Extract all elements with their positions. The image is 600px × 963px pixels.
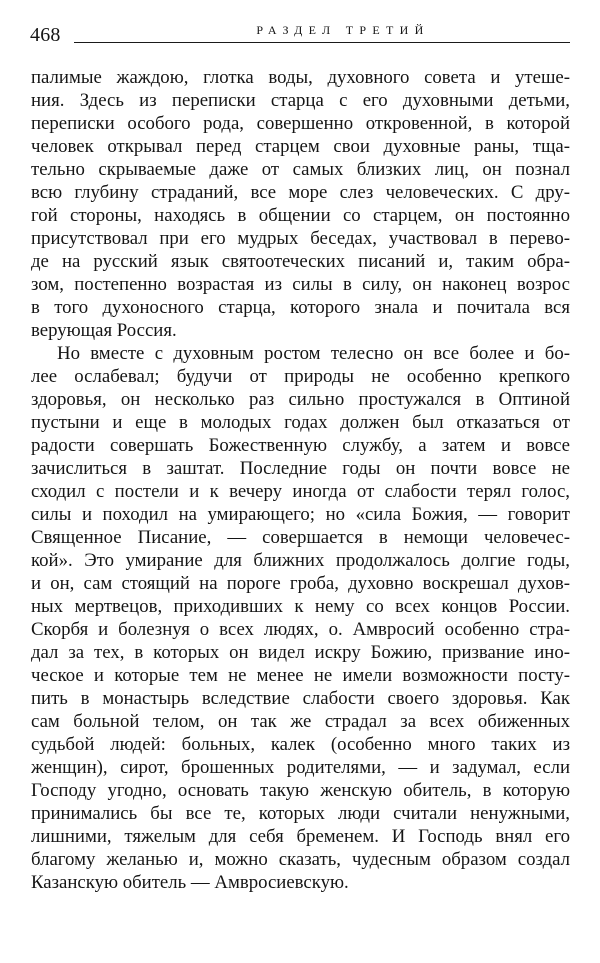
page-header	[30, 20, 570, 50]
paragraph-1	[31, 66, 570, 342]
text-line: де на русский язык святоотеческих писаний и, таким обра-	[31, 251, 570, 272]
text-line: тельно скрываемые даже от самых близких лиц, он познал	[31, 159, 570, 180]
text-line: здоровья, он несколько раз сильно простужался в Оптиной	[31, 389, 570, 410]
text-line: человек открывал перед старцем свои духовные раны, тща-	[31, 136, 570, 157]
text-line: всю глубину страданий, все море слез человеческих. С дру-	[31, 182, 570, 203]
text-line: и он, сам стоящий на пороге гроба, духовно воскрешал духов-	[31, 573, 570, 594]
text-line: принимались бы все те, которых люди считали ненужными,	[31, 803, 570, 824]
text-line: Но вместе с духовным ростом телесно он все более и бо-	[57, 343, 570, 364]
text-line: сам больной телом, он так же страдал за всех обиженных	[31, 711, 570, 732]
text-line: в того духоносного старца, которого знала и почитала вся	[31, 297, 570, 318]
text-line: присутствовал при его мудрых беседах, участвовал в перево-	[31, 228, 570, 249]
text-line: зом, постепенно возрастая из силы в силу, он наконец возрос	[31, 274, 570, 295]
text-line: благому желанью и, можно сказать, чудесным образом создал	[31, 849, 570, 870]
text-line: судьбой людей: больных, калек (особенно много таких из	[31, 734, 570, 755]
text-line: гой стороны, находясь в общении со старцем, он постоянно	[31, 205, 570, 226]
text-line: зачислиться в заштат. Последние годы он почти вовсе не	[31, 458, 570, 479]
text-line: Скорбя и болезнуя о всех людях, о. Амвросий особенно стра-	[31, 619, 570, 640]
text-line: дал за тех, в которых он видел искру Божию, призвание ино-	[31, 642, 570, 663]
text-line: женщин), сирот, брошенных родителями, — и задумал, если	[31, 757, 570, 778]
text-line: лее ослабевал; будучи от природы не особенно крепкого	[31, 366, 570, 387]
text-line: ных мертвецов, приходивших к нему со всех концов России.	[31, 596, 570, 617]
text-line: пить в монастырь вследствие слабости своего здоровья. Как	[31, 688, 570, 709]
running-title: РАЗДЕЛ ТРЕТИЙ	[210, 21, 476, 39]
text-line: сходил с постели и к вечеру иногда от слабости терял голос,	[31, 481, 570, 502]
page-number: 468	[30, 24, 61, 46]
text-line: переписки особого рода, совершенно откровенной, в которой	[31, 113, 570, 134]
body-text	[31, 66, 570, 894]
text-line: ческое и которые тем не менее не имели возможности посту-	[31, 665, 570, 686]
text-line: ния. Здесь из переписки старца с его духовными детьми,	[31, 90, 570, 111]
text-line: лишними, тяжелым для себя бременем. И Господь внял его	[31, 826, 570, 847]
text-line: верующая Россия.	[31, 320, 177, 341]
text-line: Господу угодно, основать такую женскую обитель, в которую	[31, 780, 570, 801]
text-line: радости совершать Божественную службу, а затем и вовсе	[31, 435, 570, 456]
text-line: силы и походил на умирающего; но «сила Божия, — говорит	[31, 504, 570, 525]
text-line: пустыни и еще в молодых годах должен был отказаться от	[31, 412, 570, 433]
paragraph-2	[31, 342, 570, 894]
header-rule	[74, 42, 570, 43]
text-line: Казанскую обитель — Амвросиевскую.	[31, 872, 349, 893]
text-line: палимые жаждою, глотка воды, духовного совета и утеше-	[31, 67, 570, 88]
text-line: кой». Это умирание для ближних продолжалось долгие годы,	[31, 550, 570, 571]
text-line: Священное Писание, — совершается в немощи человечес-	[31, 527, 570, 548]
